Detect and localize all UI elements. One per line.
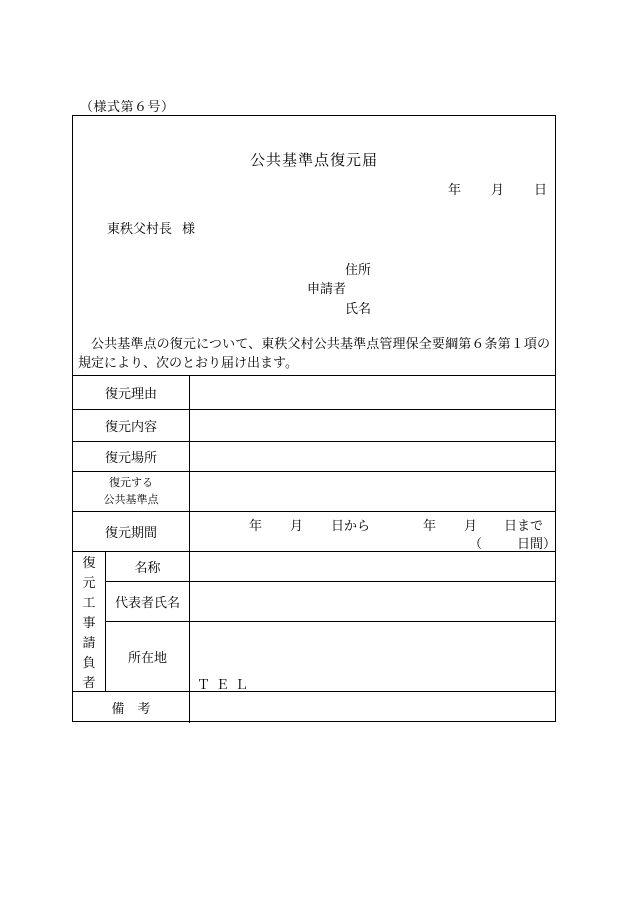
restore-point-field[interactable]	[190, 471, 555, 511]
date-line	[448, 179, 547, 198]
period-end-month: 月	[464, 519, 478, 534]
contractor-vertical-label	[73, 551, 105, 691]
applicant-address-label: 住所	[345, 263, 372, 278]
applicant-name-label: 氏名	[345, 302, 372, 317]
contractor-name-field[interactable]	[190, 551, 555, 581]
form-table	[73, 375, 555, 723]
statement-text: 公共基準点の復元について、東秩父村公共基準点管理保全要綱第６条第１項の規定により、次のとおり届け出ます。	[78, 337, 550, 371]
form-title: 公共基準点復元届	[249, 151, 378, 169]
period-start-month: 月	[290, 519, 304, 534]
date-day-label: 日	[533, 183, 547, 198]
content-field[interactable]	[190, 409, 555, 441]
period-end-year: 年	[423, 519, 437, 534]
contractor-char: 請	[82, 635, 96, 651]
contractor-char: 工	[82, 595, 96, 611]
label-remarks: 備 考	[111, 701, 151, 717]
period-days-open: （	[469, 537, 483, 552]
contractor-char: 復	[82, 555, 96, 571]
period-days-close: 日間）	[517, 537, 557, 552]
location-field[interactable]	[190, 441, 555, 471]
label-period: 復元期間	[104, 525, 157, 541]
contractor-rep-field[interactable]	[190, 581, 555, 621]
label-contractor-address: 所在地	[127, 650, 167, 666]
label-restore-point	[73, 471, 189, 511]
label-location: 復元場所	[104, 450, 157, 466]
form-number: （様式第６号）	[80, 100, 175, 115]
period-start-year: 年	[249, 519, 263, 534]
label-restore-point-line1: 復元する	[109, 476, 153, 489]
contractor-address-field[interactable]	[190, 621, 555, 671]
label-reason: 復元理由	[104, 386, 157, 402]
contractor-char: 元	[82, 575, 96, 591]
contractor-char: 者	[82, 675, 96, 691]
label-contractor-name: 名称	[134, 560, 161, 576]
applicant-label: 申請者	[307, 282, 347, 297]
reason-field[interactable]	[190, 375, 555, 409]
addressee-name: 東秩父村長	[107, 222, 173, 237]
label-contractor-rep: 代表者氏名	[114, 595, 180, 611]
period-start-day: 日から	[331, 519, 371, 534]
date-month-label: 月	[490, 183, 504, 198]
addressee	[107, 218, 195, 237]
contractor-char: 負	[82, 655, 96, 671]
date-year-label: 年	[447, 183, 461, 198]
contractor-char: 事	[82, 615, 96, 631]
label-restore-point-line2: 公共基準点	[103, 493, 159, 506]
form-frame	[72, 115, 556, 722]
addressee-honorific: 様	[182, 222, 196, 237]
label-content: 復元内容	[104, 419, 157, 435]
contractor-tel-label: ＴＥＬ	[197, 678, 255, 693]
remarks-field[interactable]	[190, 691, 555, 723]
period-end-day: 日まで	[504, 519, 544, 534]
